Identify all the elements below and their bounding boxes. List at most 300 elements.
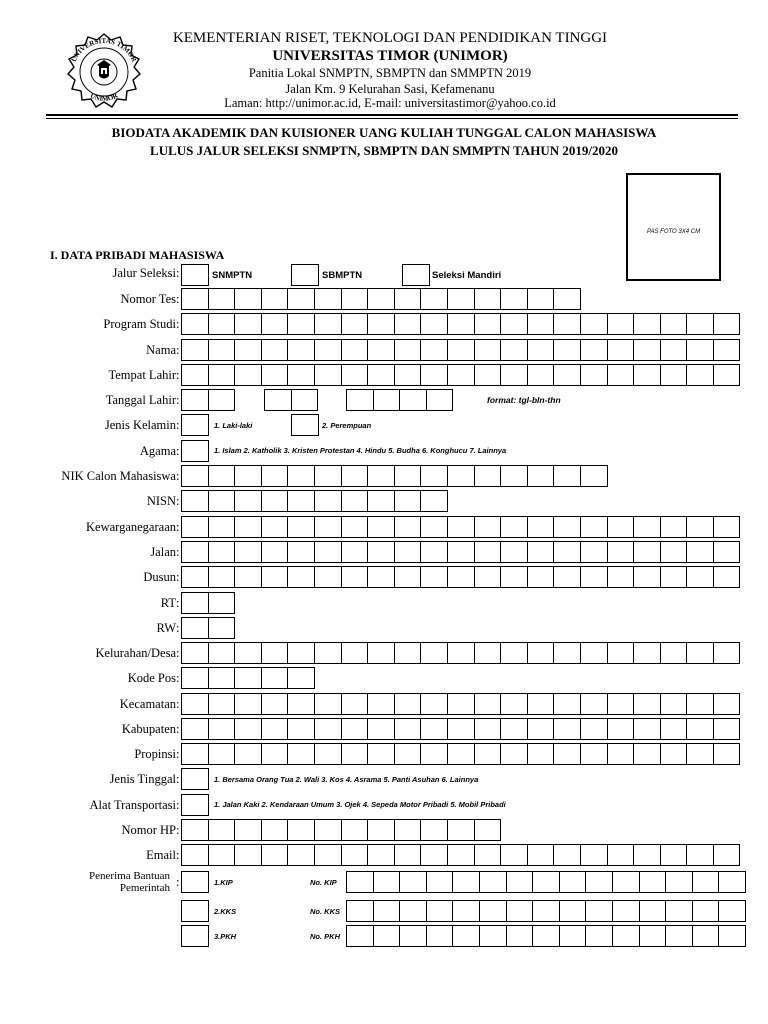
char-cell[interactable] xyxy=(420,339,448,361)
char-cell[interactable] xyxy=(208,642,236,664)
char-cell[interactable] xyxy=(713,541,741,563)
char-cell[interactable] xyxy=(713,364,741,386)
char-cell[interactable] xyxy=(713,516,741,538)
char-cell[interactable] xyxy=(474,819,502,841)
char-cell[interactable] xyxy=(234,465,262,487)
char-cell[interactable] xyxy=(420,516,448,538)
char-cell[interactable] xyxy=(394,364,422,386)
char-cell[interactable] xyxy=(234,288,262,310)
char-cell[interactable] xyxy=(367,566,395,588)
char-cell[interactable] xyxy=(612,925,640,947)
char-cell[interactable] xyxy=(208,819,236,841)
char-cell[interactable] xyxy=(261,566,289,588)
char-cell[interactable] xyxy=(367,465,395,487)
char-cell[interactable] xyxy=(261,364,289,386)
char-cell[interactable] xyxy=(692,871,720,893)
char-cell[interactable] xyxy=(181,819,209,841)
char-cell[interactable] xyxy=(341,288,369,310)
char-cell[interactable] xyxy=(234,718,262,740)
char-cell[interactable] xyxy=(447,339,475,361)
char-cell[interactable] xyxy=(500,743,528,765)
char-cell[interactable] xyxy=(208,718,236,740)
input-nisn[interactable] xyxy=(181,490,448,512)
char-cell[interactable] xyxy=(607,642,635,664)
char-cell[interactable] xyxy=(261,313,289,335)
input-no-pkh[interactable] xyxy=(346,925,746,947)
char-cell[interactable] xyxy=(420,490,448,512)
char-cell[interactable] xyxy=(341,642,369,664)
char-cell[interactable] xyxy=(314,313,342,335)
char-cell[interactable] xyxy=(181,440,209,462)
char-cell[interactable] xyxy=(580,541,608,563)
char-cell[interactable] xyxy=(181,389,209,411)
char-cell[interactable] xyxy=(341,541,369,563)
char-cell[interactable] xyxy=(633,718,661,740)
char-cell[interactable] xyxy=(580,743,608,765)
input-kabupaten[interactable] xyxy=(181,718,740,740)
char-cell[interactable] xyxy=(208,490,236,512)
char-cell[interactable] xyxy=(713,313,741,335)
char-cell[interactable] xyxy=(367,516,395,538)
char-cell[interactable] xyxy=(394,566,422,588)
char-cell[interactable] xyxy=(287,642,315,664)
char-cell[interactable] xyxy=(341,693,369,715)
char-cell[interactable] xyxy=(287,541,315,563)
char-cell[interactable] xyxy=(287,364,315,386)
input-jenis-kelamin[interactable] xyxy=(181,414,209,436)
char-cell[interactable] xyxy=(234,693,262,715)
char-cell[interactable] xyxy=(660,743,688,765)
char-cell[interactable] xyxy=(474,693,502,715)
char-cell[interactable] xyxy=(447,313,475,335)
char-cell[interactable] xyxy=(553,465,581,487)
char-cell[interactable] xyxy=(181,364,209,386)
char-cell[interactable] xyxy=(399,925,427,947)
char-cell[interactable] xyxy=(633,743,661,765)
char-cell[interactable] xyxy=(527,693,555,715)
char-cell[interactable] xyxy=(500,844,528,866)
char-cell[interactable] xyxy=(607,364,635,386)
input-nik[interactable] xyxy=(181,465,608,487)
char-cell[interactable] xyxy=(181,718,209,740)
char-cell[interactable] xyxy=(665,925,693,947)
char-cell[interactable] xyxy=(500,693,528,715)
char-cell[interactable] xyxy=(261,642,289,664)
char-cell[interactable] xyxy=(506,900,534,922)
char-cell[interactable] xyxy=(420,819,448,841)
char-cell[interactable] xyxy=(420,718,448,740)
checkbox-pkh[interactable] xyxy=(181,925,209,947)
char-cell[interactable] xyxy=(208,541,236,563)
char-cell[interactable] xyxy=(585,900,613,922)
input-rt[interactable] xyxy=(181,592,235,614)
char-cell[interactable] xyxy=(367,288,395,310)
char-cell[interactable] xyxy=(420,566,448,588)
char-cell[interactable] xyxy=(208,516,236,538)
char-cell[interactable] xyxy=(500,288,528,310)
char-cell[interactable] xyxy=(314,339,342,361)
char-cell[interactable] xyxy=(394,339,422,361)
char-cell[interactable] xyxy=(367,642,395,664)
char-cell[interactable] xyxy=(314,693,342,715)
char-cell[interactable] xyxy=(261,541,289,563)
char-cell[interactable] xyxy=(314,566,342,588)
char-cell[interactable] xyxy=(287,844,315,866)
char-cell[interactable] xyxy=(686,313,714,335)
char-cell[interactable] xyxy=(660,541,688,563)
char-cell[interactable] xyxy=(660,844,688,866)
input-rw[interactable] xyxy=(181,617,235,639)
char-cell[interactable] xyxy=(686,339,714,361)
char-cell[interactable] xyxy=(234,541,262,563)
char-cell[interactable] xyxy=(665,871,693,893)
char-cell[interactable] xyxy=(607,339,635,361)
char-cell[interactable] xyxy=(686,516,714,538)
char-cell[interactable] xyxy=(500,339,528,361)
char-cell[interactable] xyxy=(447,642,475,664)
char-cell[interactable] xyxy=(718,925,746,947)
char-cell[interactable] xyxy=(394,313,422,335)
char-cell[interactable] xyxy=(208,313,236,335)
input-tanggal-tahun[interactable] xyxy=(346,389,453,411)
char-cell[interactable] xyxy=(686,642,714,664)
char-cell[interactable] xyxy=(660,516,688,538)
char-cell[interactable] xyxy=(287,743,315,765)
input-agama[interactable] xyxy=(181,440,209,462)
char-cell[interactable] xyxy=(660,693,688,715)
char-cell[interactable] xyxy=(553,288,581,310)
char-cell[interactable] xyxy=(633,693,661,715)
char-cell[interactable] xyxy=(452,900,480,922)
char-cell[interactable] xyxy=(633,844,661,866)
char-cell[interactable] xyxy=(660,339,688,361)
char-cell[interactable] xyxy=(181,566,209,588)
input-email[interactable] xyxy=(181,844,740,866)
char-cell[interactable] xyxy=(527,642,555,664)
char-cell[interactable] xyxy=(261,693,289,715)
char-cell[interactable] xyxy=(559,900,587,922)
char-cell[interactable] xyxy=(553,313,581,335)
char-cell[interactable] xyxy=(500,364,528,386)
checkbox-seleksi-mandiri[interactable] xyxy=(402,264,430,286)
char-cell[interactable] xyxy=(426,871,454,893)
char-cell[interactable] xyxy=(686,541,714,563)
char-cell[interactable] xyxy=(234,364,262,386)
char-cell[interactable] xyxy=(527,516,555,538)
char-cell[interactable] xyxy=(660,566,688,588)
char-cell[interactable] xyxy=(314,743,342,765)
char-cell[interactable] xyxy=(633,339,661,361)
input-kewarganegaraan[interactable] xyxy=(181,516,740,538)
char-cell[interactable] xyxy=(553,743,581,765)
char-cell[interactable] xyxy=(367,364,395,386)
char-cell[interactable] xyxy=(452,871,480,893)
char-cell[interactable] xyxy=(447,819,475,841)
input-nomor-hp[interactable] xyxy=(181,819,501,841)
char-cell[interactable] xyxy=(532,925,560,947)
char-cell[interactable] xyxy=(527,288,555,310)
input-jenis-tinggal[interactable] xyxy=(181,768,209,790)
input-kode-pos[interactable] xyxy=(181,667,315,689)
char-cell[interactable] xyxy=(341,819,369,841)
char-cell[interactable] xyxy=(607,566,635,588)
char-cell[interactable] xyxy=(580,642,608,664)
char-cell[interactable] xyxy=(479,925,507,947)
char-cell[interactable] xyxy=(447,364,475,386)
char-cell[interactable] xyxy=(208,693,236,715)
char-cell[interactable] xyxy=(346,389,374,411)
char-cell[interactable] xyxy=(553,693,581,715)
char-cell[interactable] xyxy=(447,541,475,563)
char-cell[interactable] xyxy=(474,465,502,487)
input-dusun[interactable] xyxy=(181,566,740,588)
char-cell[interactable] xyxy=(474,364,502,386)
char-cell[interactable] xyxy=(553,844,581,866)
char-cell[interactable] xyxy=(713,642,741,664)
char-cell[interactable] xyxy=(612,900,640,922)
char-cell[interactable] xyxy=(234,490,262,512)
char-cell[interactable] xyxy=(718,900,746,922)
char-cell[interactable] xyxy=(394,541,422,563)
char-cell[interactable] xyxy=(500,465,528,487)
char-cell[interactable] xyxy=(633,516,661,538)
char-cell[interactable] xyxy=(367,819,395,841)
char-cell[interactable] xyxy=(314,288,342,310)
char-cell[interactable] xyxy=(639,900,667,922)
char-cell[interactable] xyxy=(633,642,661,664)
char-cell[interactable] xyxy=(367,490,395,512)
char-cell[interactable] xyxy=(394,490,422,512)
char-cell[interactable] xyxy=(426,389,454,411)
char-cell[interactable] xyxy=(633,364,661,386)
char-cell[interactable] xyxy=(447,288,475,310)
char-cell[interactable] xyxy=(341,566,369,588)
char-cell[interactable] xyxy=(474,339,502,361)
char-cell[interactable] xyxy=(474,718,502,740)
char-cell[interactable] xyxy=(341,516,369,538)
char-cell[interactable] xyxy=(264,389,292,411)
char-cell[interactable] xyxy=(686,743,714,765)
char-cell[interactable] xyxy=(261,339,289,361)
checkbox-kks[interactable] xyxy=(181,900,209,922)
char-cell[interactable] xyxy=(341,465,369,487)
char-cell[interactable] xyxy=(234,819,262,841)
checkbox-snmptn[interactable] xyxy=(181,264,209,286)
char-cell[interactable] xyxy=(527,339,555,361)
char-cell[interactable] xyxy=(394,718,422,740)
char-cell[interactable] xyxy=(686,844,714,866)
char-cell[interactable] xyxy=(314,541,342,563)
char-cell[interactable] xyxy=(426,900,454,922)
char-cell[interactable] xyxy=(713,339,741,361)
char-cell[interactable] xyxy=(181,743,209,765)
char-cell[interactable] xyxy=(506,871,534,893)
char-cell[interactable] xyxy=(580,844,608,866)
char-cell[interactable] xyxy=(181,900,209,922)
char-cell[interactable] xyxy=(527,566,555,588)
char-cell[interactable] xyxy=(527,844,555,866)
char-cell[interactable] xyxy=(261,718,289,740)
char-cell[interactable] xyxy=(261,844,289,866)
char-cell[interactable] xyxy=(474,743,502,765)
checkbox-kip[interactable] xyxy=(181,871,209,893)
char-cell[interactable] xyxy=(181,617,209,639)
char-cell[interactable] xyxy=(713,566,741,588)
char-cell[interactable] xyxy=(287,490,315,512)
char-cell[interactable] xyxy=(234,667,262,689)
char-cell[interactable] xyxy=(500,642,528,664)
char-cell[interactable] xyxy=(287,465,315,487)
char-cell[interactable] xyxy=(394,693,422,715)
char-cell[interactable] xyxy=(181,339,209,361)
char-cell[interactable] xyxy=(367,718,395,740)
checkbox-sbmptn[interactable] xyxy=(291,264,319,286)
char-cell[interactable] xyxy=(181,642,209,664)
char-cell[interactable] xyxy=(607,541,635,563)
char-cell[interactable] xyxy=(394,642,422,664)
char-cell[interactable] xyxy=(447,743,475,765)
char-cell[interactable] xyxy=(287,693,315,715)
char-cell[interactable] xyxy=(633,313,661,335)
char-cell[interactable] xyxy=(394,844,422,866)
char-cell[interactable] xyxy=(181,313,209,335)
char-cell[interactable] xyxy=(532,871,560,893)
char-cell[interactable] xyxy=(287,819,315,841)
char-cell[interactable] xyxy=(291,414,319,436)
char-cell[interactable] xyxy=(208,566,236,588)
input-kelurahan[interactable] xyxy=(181,642,740,664)
char-cell[interactable] xyxy=(420,288,448,310)
char-cell[interactable] xyxy=(261,516,289,538)
input-tanggal-bulan[interactable] xyxy=(264,389,318,411)
char-cell[interactable] xyxy=(314,516,342,538)
char-cell[interactable] xyxy=(553,339,581,361)
char-cell[interactable] xyxy=(607,313,635,335)
char-cell[interactable] xyxy=(580,364,608,386)
char-cell[interactable] xyxy=(580,465,608,487)
char-cell[interactable] xyxy=(553,364,581,386)
char-cell[interactable] xyxy=(580,313,608,335)
char-cell[interactable] xyxy=(474,288,502,310)
char-cell[interactable] xyxy=(287,516,315,538)
char-cell[interactable] xyxy=(181,693,209,715)
input-nama[interactable] xyxy=(181,339,740,361)
char-cell[interactable] xyxy=(559,925,587,947)
char-cell[interactable] xyxy=(234,313,262,335)
char-cell[interactable] xyxy=(291,264,319,286)
char-cell[interactable] xyxy=(341,718,369,740)
char-cell[interactable] xyxy=(559,871,587,893)
char-cell[interactable] xyxy=(474,642,502,664)
char-cell[interactable] xyxy=(420,642,448,664)
input-propinsi[interactable] xyxy=(181,743,740,765)
char-cell[interactable] xyxy=(447,465,475,487)
char-cell[interactable] xyxy=(553,718,581,740)
char-cell[interactable] xyxy=(686,364,714,386)
char-cell[interactable] xyxy=(373,389,401,411)
input-tempat-lahir[interactable] xyxy=(181,364,740,386)
input-tanggal-hari[interactable] xyxy=(181,389,235,411)
char-cell[interactable] xyxy=(234,743,262,765)
char-cell[interactable] xyxy=(580,693,608,715)
char-cell[interactable] xyxy=(665,900,693,922)
char-cell[interactable] xyxy=(553,566,581,588)
char-cell[interactable] xyxy=(314,718,342,740)
char-cell[interactable] xyxy=(181,490,209,512)
char-cell[interactable] xyxy=(580,516,608,538)
char-cell[interactable] xyxy=(346,925,374,947)
char-cell[interactable] xyxy=(660,364,688,386)
char-cell[interactable] xyxy=(447,718,475,740)
char-cell[interactable] xyxy=(447,516,475,538)
char-cell[interactable] xyxy=(585,871,613,893)
char-cell[interactable] xyxy=(452,925,480,947)
char-cell[interactable] xyxy=(181,516,209,538)
char-cell[interactable] xyxy=(261,819,289,841)
char-cell[interactable] xyxy=(341,490,369,512)
char-cell[interactable] xyxy=(208,288,236,310)
char-cell[interactable] xyxy=(208,617,236,639)
char-cell[interactable] xyxy=(234,642,262,664)
input-nomor-tes[interactable] xyxy=(181,288,581,310)
char-cell[interactable] xyxy=(527,718,555,740)
char-cell[interactable] xyxy=(420,313,448,335)
char-cell[interactable] xyxy=(287,566,315,588)
char-cell[interactable] xyxy=(341,844,369,866)
char-cell[interactable] xyxy=(341,364,369,386)
char-cell[interactable] xyxy=(420,693,448,715)
char-cell[interactable] xyxy=(479,871,507,893)
char-cell[interactable] xyxy=(686,693,714,715)
char-cell[interactable] xyxy=(287,313,315,335)
char-cell[interactable] xyxy=(181,768,209,790)
char-cell[interactable] xyxy=(420,541,448,563)
char-cell[interactable] xyxy=(367,844,395,866)
char-cell[interactable] xyxy=(208,339,236,361)
char-cell[interactable] xyxy=(474,844,502,866)
char-cell[interactable] xyxy=(633,541,661,563)
char-cell[interactable] xyxy=(500,313,528,335)
char-cell[interactable] xyxy=(181,925,209,947)
char-cell[interactable] xyxy=(341,339,369,361)
char-cell[interactable] xyxy=(314,490,342,512)
char-cell[interactable] xyxy=(234,844,262,866)
char-cell[interactable] xyxy=(553,642,581,664)
char-cell[interactable] xyxy=(713,844,741,866)
char-cell[interactable] xyxy=(181,592,209,614)
char-cell[interactable] xyxy=(208,364,236,386)
char-cell[interactable] xyxy=(346,900,374,922)
char-cell[interactable] xyxy=(261,288,289,310)
char-cell[interactable] xyxy=(208,844,236,866)
char-cell[interactable] xyxy=(181,465,209,487)
char-cell[interactable] xyxy=(660,642,688,664)
char-cell[interactable] xyxy=(181,844,209,866)
char-cell[interactable] xyxy=(373,900,401,922)
char-cell[interactable] xyxy=(181,667,209,689)
char-cell[interactable] xyxy=(234,339,262,361)
char-cell[interactable] xyxy=(314,819,342,841)
char-cell[interactable] xyxy=(479,900,507,922)
char-cell[interactable] xyxy=(532,900,560,922)
input-jenis-kelamin-2[interactable] xyxy=(291,414,319,436)
input-jalan[interactable] xyxy=(181,541,740,563)
char-cell[interactable] xyxy=(527,364,555,386)
input-no-kks[interactable] xyxy=(346,900,746,922)
char-cell[interactable] xyxy=(607,516,635,538)
char-cell[interactable] xyxy=(341,743,369,765)
char-cell[interactable] xyxy=(585,925,613,947)
